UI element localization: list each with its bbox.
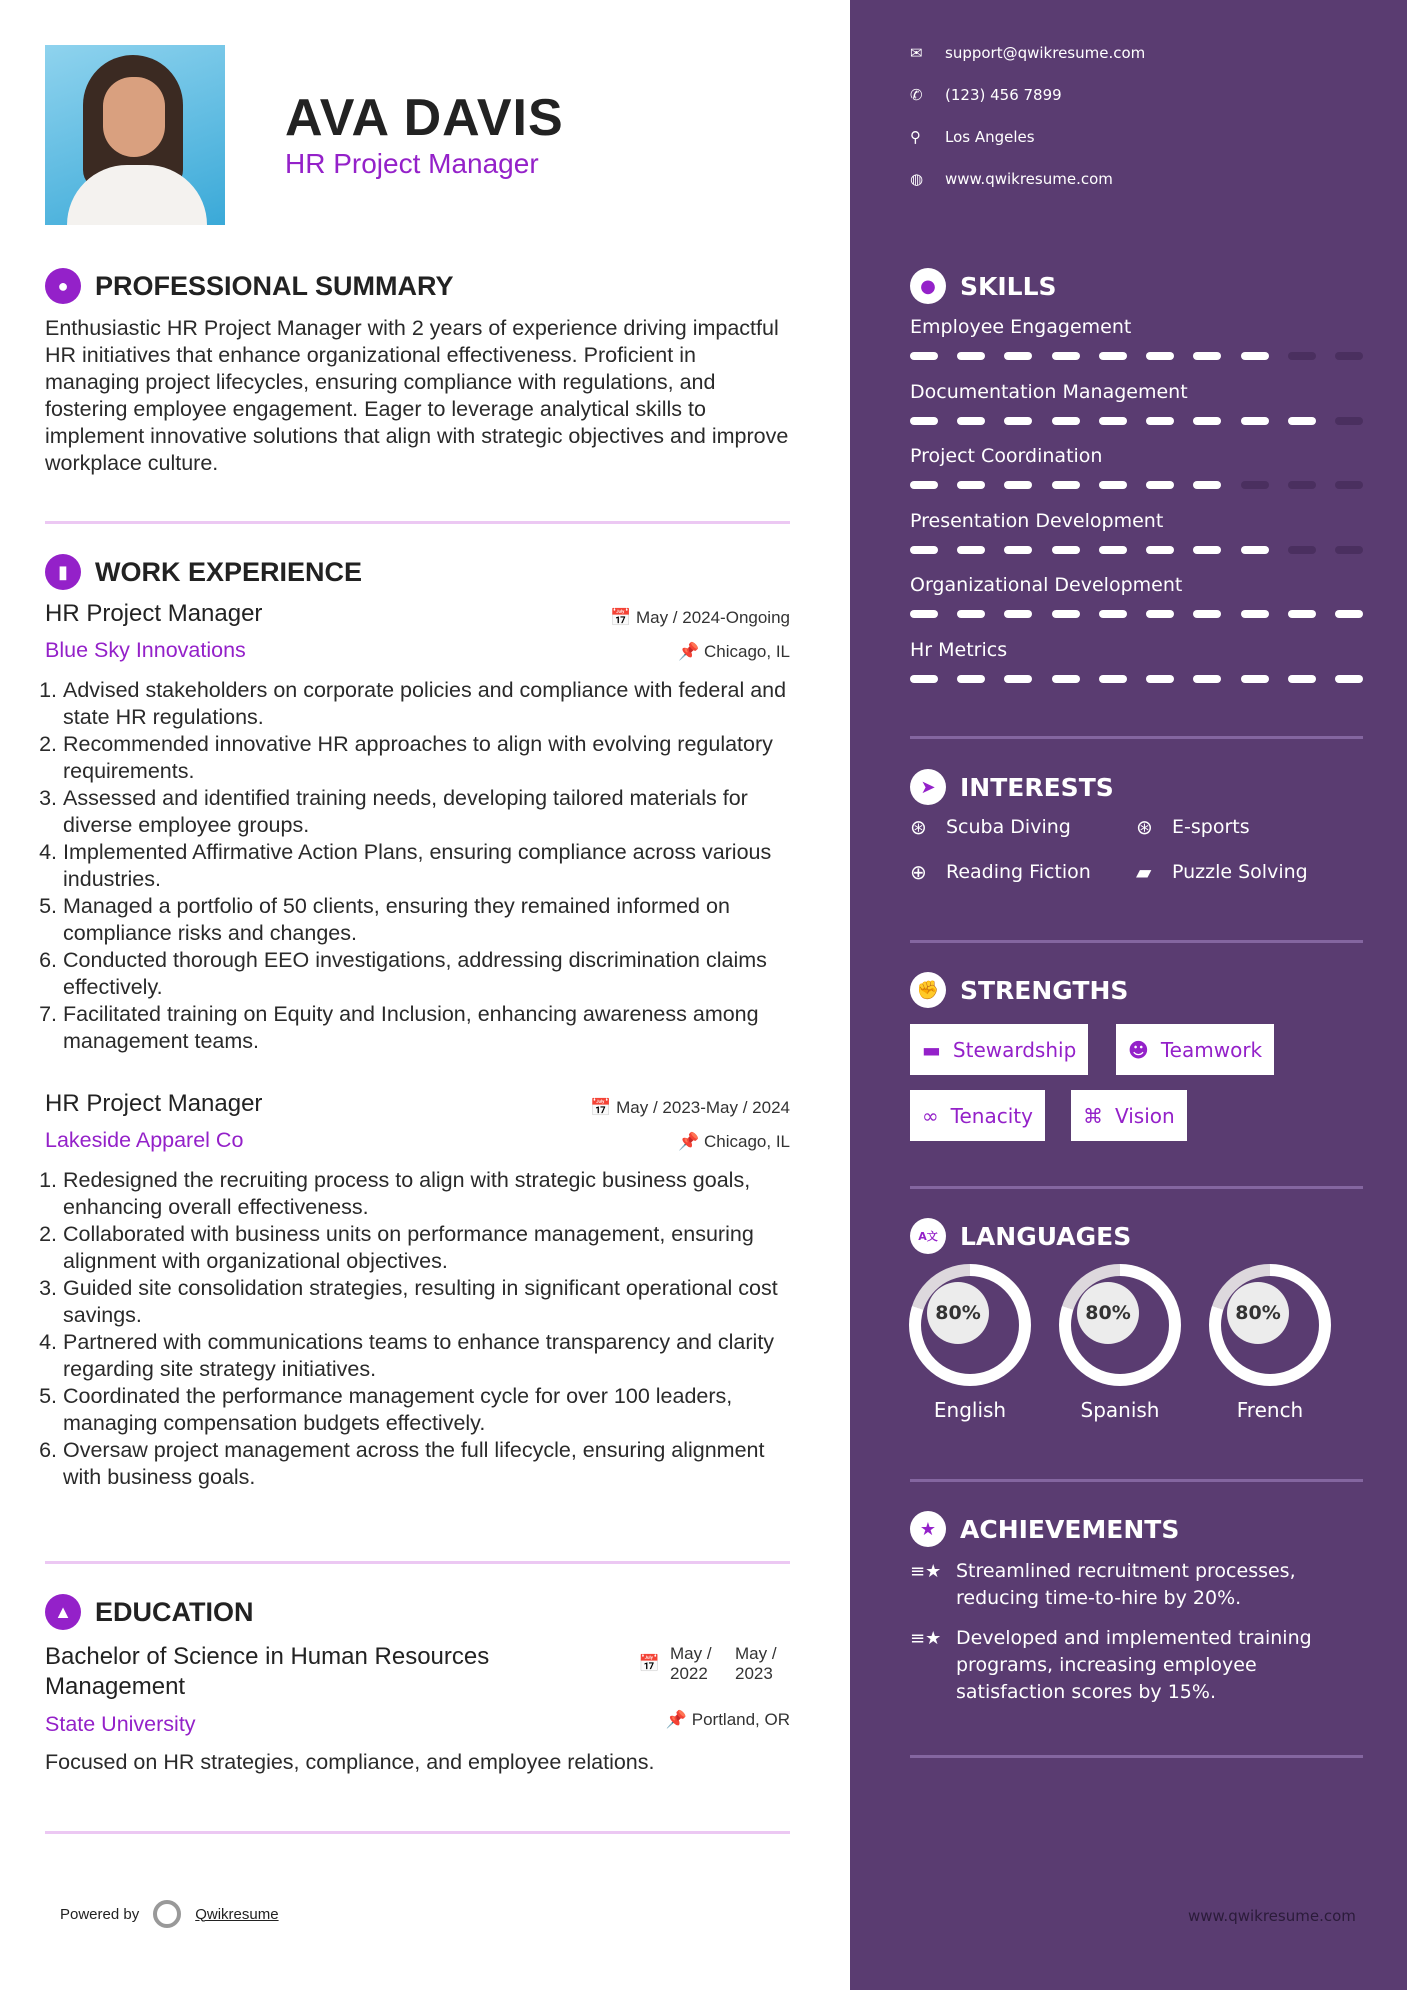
contact-item bbox=[910, 86, 1062, 104]
skill-segment bbox=[1288, 352, 1316, 360]
skill-segment bbox=[1146, 546, 1174, 554]
contact-item bbox=[910, 170, 1113, 188]
languages-heading: A文 LANGUAGES bbox=[910, 1218, 1131, 1254]
fist-icon: ✊ bbox=[910, 972, 946, 1008]
language-item bbox=[1209, 1264, 1331, 1422]
skill-segment bbox=[910, 675, 938, 683]
language-name: English bbox=[933, 1398, 1007, 1422]
skill-segment bbox=[1193, 675, 1221, 683]
language-progress-ring bbox=[909, 1264, 1031, 1386]
work-heading: ▮ WORK EXPERIENCE bbox=[45, 554, 362, 590]
list-item: 1. Advised stakeholders on corporate policies and compliance with federal and state HR regulations. bbox=[63, 677, 790, 731]
job-entry bbox=[45, 600, 790, 1055]
list-item: 1. Redesigned the recruiting process to align with strategic business goals, enhancing overall effectiveness. bbox=[63, 1167, 790, 1221]
candidate-name: AVA DAVIS bbox=[285, 89, 564, 147]
skill-level-bar bbox=[910, 675, 1363, 683]
education-heading: ▲ EDUCATION bbox=[45, 1594, 254, 1630]
skill-segment bbox=[1052, 417, 1080, 425]
strength-chip bbox=[910, 1090, 1045, 1141]
skill-segment bbox=[1146, 481, 1174, 489]
skill-level-bar bbox=[910, 417, 1363, 425]
skill-segment bbox=[1335, 481, 1363, 489]
language-percent: 80% bbox=[927, 1282, 989, 1344]
skill-item bbox=[910, 316, 1363, 360]
skill-level-bar bbox=[910, 352, 1363, 360]
skill-segment bbox=[1288, 417, 1316, 425]
interest-item bbox=[1136, 815, 1250, 839]
calendar-icon: 📅 bbox=[638, 1654, 660, 1673]
skill-segment bbox=[1146, 675, 1174, 683]
job-bullets bbox=[45, 677, 790, 1055]
footer-url: www.qwikresume.com bbox=[1188, 1907, 1356, 1925]
pin-icon: 📌 bbox=[665, 1710, 692, 1729]
skill-segment bbox=[910, 546, 938, 554]
skill-segment bbox=[1241, 546, 1269, 554]
skill-segment bbox=[1335, 417, 1363, 425]
graduate-icon: ▲ bbox=[45, 1594, 81, 1630]
skill-segment bbox=[1335, 352, 1363, 360]
skill-segment bbox=[1004, 417, 1032, 425]
job-bullets bbox=[45, 1167, 790, 1491]
briefcase-icon: ▬ bbox=[922, 1037, 941, 1062]
job-date: 📅 May / 2023-May / 2024 bbox=[590, 1098, 790, 1117]
skill-segment bbox=[1241, 417, 1269, 425]
skill-segment bbox=[1099, 352, 1127, 360]
star-icon: ≡★ bbox=[910, 1561, 942, 1582]
skill-item bbox=[910, 639, 1363, 683]
achievements-heading: ★ ACHIEVEMENTS bbox=[910, 1511, 1179, 1547]
binoculars-icon: ⌘ bbox=[1083, 1103, 1103, 1128]
envelope-icon: ✉ bbox=[910, 44, 923, 62]
list-item: 6. Conducted thorough EEO investigations, addressing discrimination claims effectively. bbox=[63, 947, 790, 1001]
skill-segment bbox=[1193, 610, 1221, 618]
skill-segment bbox=[957, 675, 985, 683]
divider bbox=[910, 940, 1363, 943]
interest-label: Scuba Diving bbox=[946, 816, 1071, 838]
skill-segment bbox=[1288, 610, 1316, 618]
skill-name: Project Coordination bbox=[910, 445, 1103, 467]
divider bbox=[910, 1186, 1363, 1189]
list-item: 4. Implemented Affirmative Action Plans, ensuring compliance across various industries. bbox=[63, 839, 790, 893]
skill-segment bbox=[957, 610, 985, 618]
list-item: 4. Partnered with communications teams to enhance transparency and clarity regarding site strategy initiatives. bbox=[63, 1329, 790, 1383]
skill-segment bbox=[1052, 675, 1080, 683]
language-percent: 80% bbox=[1227, 1282, 1289, 1344]
skill-segment bbox=[1288, 481, 1316, 489]
education-date: 📅 May / 2022 May / 2023 bbox=[638, 1644, 777, 1683]
interest-item bbox=[910, 860, 1091, 884]
language-progress-ring bbox=[1059, 1264, 1181, 1386]
strength-label: Vision bbox=[1115, 1103, 1175, 1128]
divider bbox=[910, 1479, 1363, 1482]
job-title: HR Project Manager bbox=[45, 1090, 263, 1117]
calendar-icon: 📅 bbox=[610, 608, 636, 627]
lightbulb-icon: ● bbox=[910, 268, 946, 304]
user-icon: ● bbox=[45, 268, 81, 304]
skill-segment bbox=[1288, 546, 1316, 554]
skill-segment bbox=[957, 546, 985, 554]
job-date: 📅 May / 2024-Ongoing bbox=[610, 608, 790, 627]
skill-name: Organizational Development bbox=[910, 574, 1183, 596]
language-name: French bbox=[1236, 1398, 1304, 1422]
strength-label: Tenacity bbox=[950, 1103, 1033, 1128]
gamepad-icon: ⊕ bbox=[910, 860, 927, 884]
skill-name: Employee Engagement bbox=[910, 316, 1132, 338]
skill-segment bbox=[1052, 610, 1080, 618]
language-item bbox=[909, 1264, 1031, 1422]
skill-name: Documentation Management bbox=[910, 380, 1188, 403]
skill-segment bbox=[1052, 352, 1080, 360]
skill-segment bbox=[1052, 481, 1080, 489]
skill-segment bbox=[1193, 352, 1221, 360]
list-item: 7. Facilitated training on Equity and Inclusion, enhancing awareness among management teams. bbox=[63, 1001, 790, 1055]
skill-segment bbox=[910, 352, 938, 360]
skill-segment bbox=[910, 417, 938, 425]
phone-icon: ✆ bbox=[910, 86, 923, 104]
skill-segment bbox=[1193, 417, 1221, 425]
skill-segment bbox=[1004, 610, 1032, 618]
map-marker-icon: ⚲ bbox=[910, 128, 921, 146]
contact-item bbox=[910, 128, 1035, 146]
list-item: 3. Assessed and identified training needs, developing tailored materials for diverse employee groups. bbox=[63, 785, 790, 839]
calendar-icon: 📅 bbox=[590, 1098, 617, 1117]
list-item: 3. Guided site consolidation strategies, resulting in significant operational cost savings. bbox=[63, 1275, 790, 1329]
contact-value[interactable]: Los Angeles bbox=[945, 128, 1035, 146]
skills-heading: ● SKILLS bbox=[910, 268, 1057, 304]
skill-name: Hr Metrics bbox=[910, 638, 1008, 661]
strength-chip bbox=[1071, 1090, 1187, 1141]
interest-label: Reading Fiction bbox=[946, 861, 1091, 883]
skill-segment bbox=[1004, 352, 1032, 360]
footer: Powered by Qwikresume bbox=[60, 1900, 279, 1928]
skill-level-bar bbox=[910, 610, 1363, 618]
paper-plane-icon: ➤ bbox=[910, 769, 946, 805]
job-title: HR Project Manager bbox=[45, 600, 263, 627]
skill-level-bar bbox=[910, 481, 1363, 489]
skill-segment bbox=[1146, 417, 1174, 425]
job-company: Lakeside Apparel Co bbox=[45, 1128, 244, 1152]
skill-segment bbox=[1099, 546, 1127, 554]
skill-segment bbox=[1241, 481, 1269, 489]
skill-segment bbox=[1004, 546, 1032, 554]
skill-segment bbox=[910, 610, 938, 618]
life-ring-icon: ⊛ bbox=[1136, 815, 1153, 839]
divider bbox=[45, 1561, 790, 1564]
strength-label: Teamwork bbox=[1160, 1037, 1263, 1062]
globe-icon: ◍ bbox=[910, 170, 924, 188]
skill-segment bbox=[1099, 610, 1127, 618]
divider bbox=[910, 736, 1363, 739]
education-location: 📌 Portland, OR bbox=[665, 1710, 790, 1729]
skill-item bbox=[910, 445, 1363, 489]
list-item: 5. Managed a portfolio of 50 clients, ensuring they remained informed on compliance risks and changes. bbox=[63, 893, 790, 947]
skill-segment bbox=[1193, 546, 1221, 554]
profile-photo bbox=[45, 45, 225, 225]
language-percent: 80% bbox=[1077, 1282, 1139, 1344]
education-entry bbox=[45, 1642, 790, 1776]
list-item: 6. Oversaw project management across the full lifecycle, ensuring alignment with business goals. bbox=[63, 1437, 790, 1491]
skill-segment bbox=[957, 417, 985, 425]
skill-level-bar bbox=[910, 546, 1363, 554]
star-icon: ★ bbox=[910, 1511, 946, 1547]
interest-item bbox=[910, 815, 1071, 839]
interests-heading: ➤ INTERESTS bbox=[910, 769, 1114, 805]
list-item: 2. Recommended innovative HR approaches to align with evolving regulatory requirements. bbox=[63, 731, 790, 785]
skill-segment bbox=[1004, 481, 1032, 489]
skill-item bbox=[910, 574, 1363, 618]
qwikresume-logo-icon bbox=[153, 1900, 181, 1928]
job-location: 📌 Chicago, IL bbox=[678, 1132, 790, 1151]
skill-segment bbox=[1335, 546, 1363, 554]
chair-icon: ▮ bbox=[45, 554, 81, 590]
skill-segment bbox=[1146, 610, 1174, 618]
skill-segment bbox=[957, 481, 985, 489]
skill-segment bbox=[1288, 675, 1316, 683]
school: State University bbox=[45, 1712, 196, 1736]
strength-chip bbox=[1116, 1024, 1274, 1075]
contact-value[interactable]: (123) 456 7899 bbox=[945, 86, 1062, 104]
interest-item bbox=[1136, 860, 1308, 884]
skill-segment bbox=[1241, 610, 1269, 618]
language-item bbox=[1059, 1264, 1181, 1422]
skill-segment bbox=[957, 352, 985, 360]
achievement-item bbox=[910, 1625, 1363, 1706]
skill-segment bbox=[1052, 546, 1080, 554]
skill-segment bbox=[1241, 352, 1269, 360]
skill-segment bbox=[1146, 352, 1174, 360]
strength-chip bbox=[910, 1024, 1088, 1075]
list-item: 2. Collaborated with business units on performance management, ensuring alignment with organizational objectives. bbox=[63, 1221, 790, 1275]
summary-heading: ● PROFESSIONAL SUMMARY bbox=[45, 268, 454, 304]
achievement-text: Developed and implemented training programs, increasing employee satisfaction scores by 15%. bbox=[956, 1627, 1312, 1703]
skill-segment bbox=[1099, 675, 1127, 683]
skill-segment bbox=[1004, 675, 1032, 683]
skill-segment bbox=[1193, 481, 1221, 489]
education-description: Focused on HR strategies, compliance, and employee relations. bbox=[45, 1750, 655, 1774]
skill-item bbox=[910, 381, 1363, 425]
life-ring-icon: ⊛ bbox=[910, 815, 927, 839]
strengths-heading: ✊ STRENGTHS bbox=[910, 972, 1128, 1008]
divider bbox=[45, 1831, 790, 1834]
divider bbox=[910, 1755, 1363, 1758]
qwikresume-link[interactable]: Qwikresume bbox=[195, 1905, 279, 1923]
skill-segment bbox=[1335, 610, 1363, 618]
divider bbox=[45, 521, 790, 524]
skill-segment bbox=[1241, 675, 1269, 683]
interest-label: E-sports bbox=[1172, 816, 1250, 838]
summary-text: Enthusiastic HR Project Manager with 2 years of experience driving impactful HR initiatives that enhance organizational effectiveness. Proficient in managing project lifecycles, ensuring compliance with regulations, and fostering employee engagement. Eager to leverage analytical skills to implement innovative solutions that align with strategic objectives and improve workplace culture. bbox=[45, 316, 789, 475]
language-progress-ring bbox=[1209, 1264, 1331, 1386]
skill-segment bbox=[1335, 675, 1363, 683]
skill-segment bbox=[910, 481, 938, 489]
users-icon: ☻ bbox=[1128, 1037, 1149, 1062]
job-company: Blue Sky Innovations bbox=[45, 638, 246, 662]
job-entry bbox=[45, 1090, 790, 1491]
language-name: Spanish bbox=[1080, 1398, 1160, 1422]
pin-icon: 📌 bbox=[678, 642, 704, 661]
link-icon: ∞ bbox=[922, 1103, 939, 1128]
candidate-title: HR Project Manager bbox=[285, 148, 539, 179]
job-location: 📌 Chicago, IL bbox=[678, 642, 790, 661]
interest-label: Puzzle Solving bbox=[1172, 861, 1308, 883]
language-icon: A文 bbox=[910, 1218, 946, 1254]
skill-name: Presentation Development bbox=[910, 509, 1164, 532]
strength-label: Stewardship bbox=[952, 1037, 1077, 1062]
pin-icon: 📌 bbox=[678, 1132, 704, 1151]
list-item: 5. Coordinated the performance management cycle for over 100 leaders, managing compensation budgets effectively. bbox=[63, 1383, 790, 1437]
skill-item bbox=[910, 510, 1363, 554]
degree: Bachelor of Science in Human Resources Management bbox=[45, 1643, 490, 1700]
skill-segment bbox=[1099, 417, 1127, 425]
skill-segment bbox=[1099, 481, 1127, 489]
star-icon: ≡★ bbox=[910, 1628, 942, 1649]
contact-item bbox=[910, 44, 1145, 62]
contact-value[interactable]: www.qwikresume.com bbox=[945, 170, 1113, 188]
contact-value[interactable]: support@qwikresume.com bbox=[945, 44, 1146, 62]
achievement-item bbox=[910, 1558, 1363, 1612]
achievement-text: Streamlined recruitment processes, reducing time-to-hire by 20%. bbox=[956, 1560, 1296, 1609]
book-icon: ▰ bbox=[1136, 860, 1152, 884]
